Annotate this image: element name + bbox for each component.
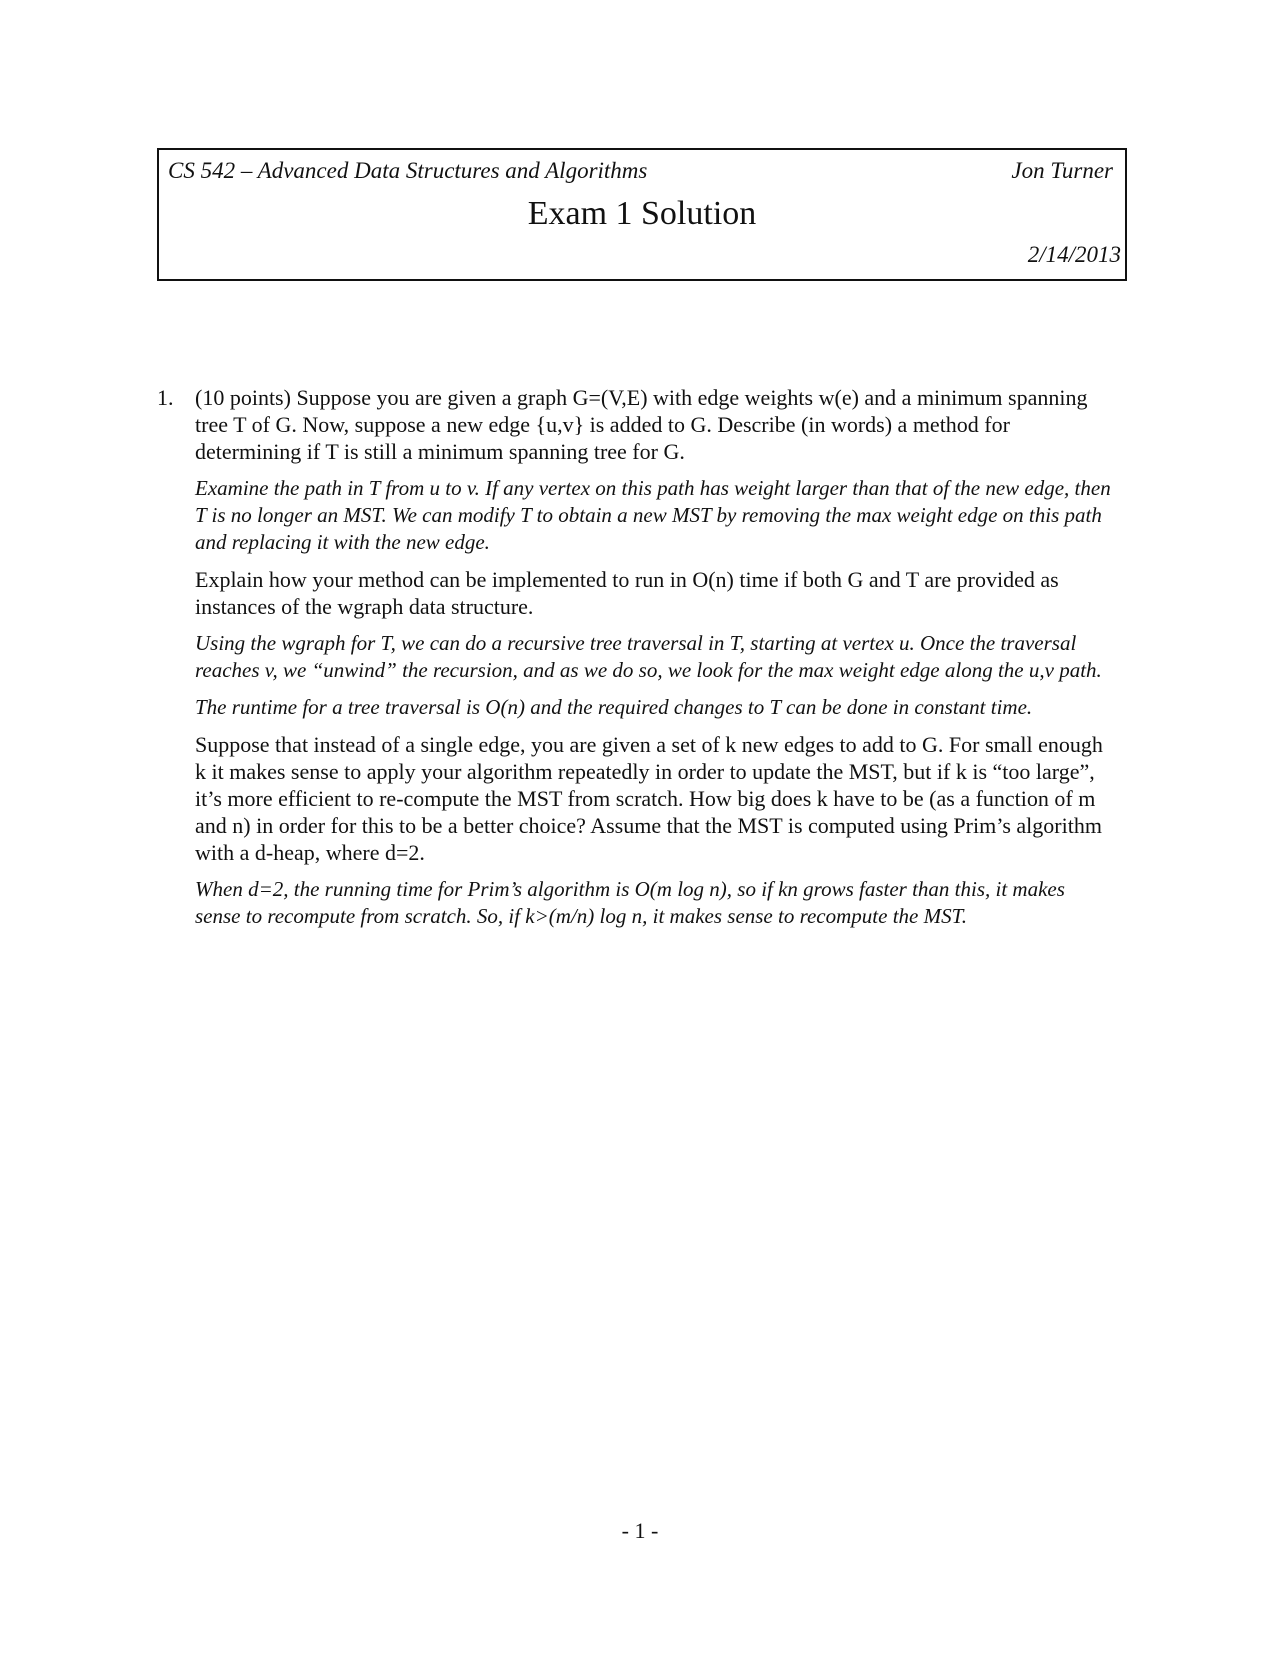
question-prompt-1: (10 points) Suppose you are given a graph G=(V,E) with edge weights w(e) and a minimum spanning tree T of G. Now, suppose a new edge {u,v} is added to G. Describe (in words) a method for determining if T is still a minimum spanning tree for G.: [195, 385, 1088, 464]
answer-paragraph-4: When d=2, the running time for Prim’s algorithm is O(m log n), so if kn grows faster than this, it makes sense to recompute from scratch. So, if k>(m/n) log n, it makes sense to recompute the MST.: [195, 877, 1065, 928]
answer-paragraph-1: Examine the path in T from u to v. If any vertex on this path has weight larger than that of the new edge, then T is no longer an MST. We can modify T to obtain a new MST by removing the max weight edge on this path and replacing it with the new edge.: [195, 476, 1111, 554]
exam-header: [157, 148, 1127, 281]
answer-paragraph-2: Using the wgraph for T, we can do a recursive tree traversal in T, starting at vertex u. Once the traversal reaches v, we “unwind” the recursion, and as we do so, we look for the max weight edge along the u,v path.: [195, 631, 1102, 682]
question-body: [195, 384, 1115, 930]
exam-date: 2/14/2013: [1027, 242, 1121, 267]
answer-paragraph-3: The runtime for a tree traversal is O(n) and the required changes to T can be done in constant time.: [195, 695, 1033, 719]
question-number: 1.: [157, 385, 174, 410]
page-number: - 1 -: [621, 1518, 659, 1543]
question-1: [157, 384, 1117, 940]
course-title: CS 542 – Advanced Data Structures and Algorithms: [168, 158, 648, 183]
question-prompt-2: Explain how your method can be implemented to run in O(n) time if both G and T are provided as instances of the wgraph data structure.: [195, 567, 1059, 619]
page-title: Exam 1 Solution: [527, 195, 757, 232]
author-name: Jon Turner: [1011, 158, 1113, 183]
question-prompt-3: Suppose that instead of a single edge, you are given a set of k new edges to add to G. For small enough k it makes sense to apply your algorithm repeatedly in order to update the MST, but if k is “too large”, it’s more efficient to re-compute the MST from scratch. How big does k have to be (as a function of m and n) in order for this to be a better choice? Assume that the MST is computed using Prim’s algorithm with a d-heap, where d=2.: [195, 732, 1103, 865]
